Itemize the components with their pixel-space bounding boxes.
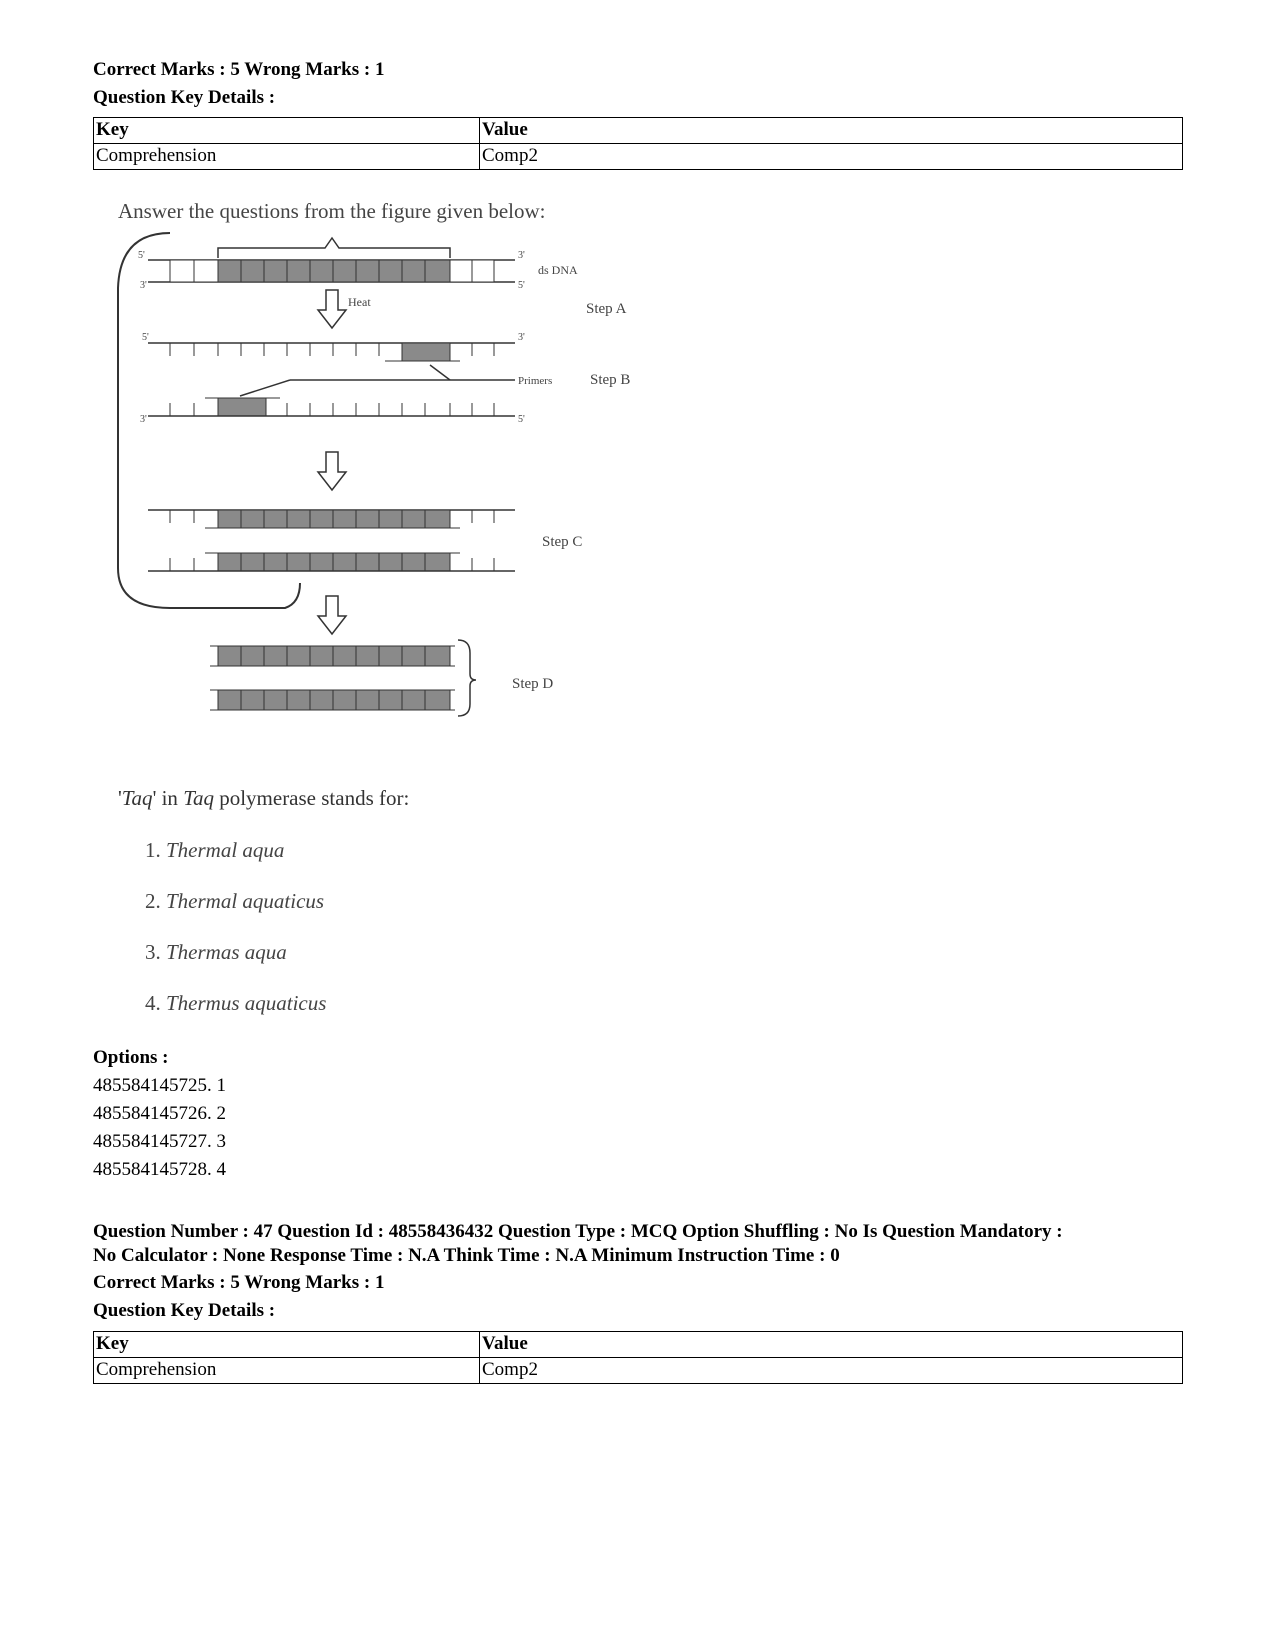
q47-header-line1: Question Number : 47 Question Id : 48558436432 Question Type : MCQ Option Shuffling : No Is Question Mandatory : — [93, 1221, 1063, 1242]
q47-key-table — [93, 1331, 1183, 1384]
step-d-brace — [458, 640, 476, 716]
extension-top — [148, 510, 515, 528]
label-5prime: 5' — [142, 332, 149, 343]
option-id: 485584145728. 4 — [93, 1159, 226, 1180]
q46-key-table — [93, 117, 1183, 170]
figure-instruction: Answer the questions from the figure given below: — [118, 199, 546, 223]
label-3prime: 3' — [140, 414, 147, 425]
primer-bottom — [218, 398, 266, 416]
single-strand-top — [148, 343, 515, 356]
extension-bottom — [148, 553, 515, 571]
down-arrow-icon — [318, 290, 346, 328]
ds-dna — [148, 260, 515, 282]
label-step-b: Step B — [590, 372, 631, 388]
option-id: 485584145726. 2 — [93, 1103, 226, 1124]
label-3prime: 3' — [518, 250, 525, 261]
label-ds-dna: ds DNA — [538, 263, 578, 277]
label-3prime: 3' — [518, 332, 525, 343]
option-id: 485584145725. 1 — [93, 1075, 226, 1096]
table-cell-value: Comp2 — [480, 1358, 1183, 1384]
table-row — [94, 144, 1183, 170]
target-region-bracket — [218, 238, 450, 258]
q46-marks: Correct Marks : 5 Wrong Marks : 1 — [93, 59, 385, 80]
table-header-key: Key — [94, 118, 480, 144]
single-strand-bottom — [148, 403, 515, 416]
choice-item: 4. Thermus aquaticus — [145, 991, 327, 1015]
label-step-a: Step A — [586, 301, 627, 317]
down-arrow-icon — [318, 596, 346, 634]
label-5prime: 5' — [138, 250, 145, 261]
table-header-value: Value — [480, 118, 1183, 144]
choice-item: 3. Thermas aqua — [145, 940, 287, 964]
label-heat: Heat — [348, 295, 371, 309]
label-step-c: Step C — [542, 534, 583, 550]
primer-top — [402, 343, 450, 361]
table-cell-key: Comprehension — [94, 1358, 480, 1384]
table-cell-value: Comp2 — [480, 144, 1183, 170]
question-text: 'Taq' in Taq polymerase stands for: — [118, 786, 410, 810]
label-primers: Primers — [518, 375, 553, 387]
q47-key-details-label: Question Key Details : — [93, 1300, 276, 1321]
label-step-d: Step D — [512, 676, 554, 692]
q47-header-line2: No Calculator : None Response Time : N.A Think Time : N.A Minimum Instruction Time : 0 — [93, 1245, 840, 1266]
choice-item: 2. Thermal aquaticus — [145, 889, 325, 913]
table-header-value: Value — [480, 1332, 1183, 1358]
pcr-figure — [110, 198, 670, 738]
table-row — [94, 1358, 1183, 1384]
options-label: Options : — [93, 1047, 169, 1068]
option-id: 485584145727. 3 — [93, 1131, 226, 1152]
table-row — [94, 1332, 1183, 1358]
table-header-key: Key — [94, 1332, 480, 1358]
table-row — [94, 118, 1183, 144]
label-3prime: 3' — [140, 280, 147, 291]
choice-item: 1. Thermal aqua — [145, 838, 285, 862]
label-5prime: 5' — [518, 414, 525, 425]
label-5prime: 5' — [518, 280, 525, 291]
q46-key-details-label: Question Key Details : — [93, 87, 276, 108]
amplified-product — [210, 646, 455, 710]
down-arrow-icon — [318, 452, 346, 490]
table-cell-key: Comprehension — [94, 144, 480, 170]
q47-marks: Correct Marks : 5 Wrong Marks : 1 — [93, 1272, 385, 1293]
